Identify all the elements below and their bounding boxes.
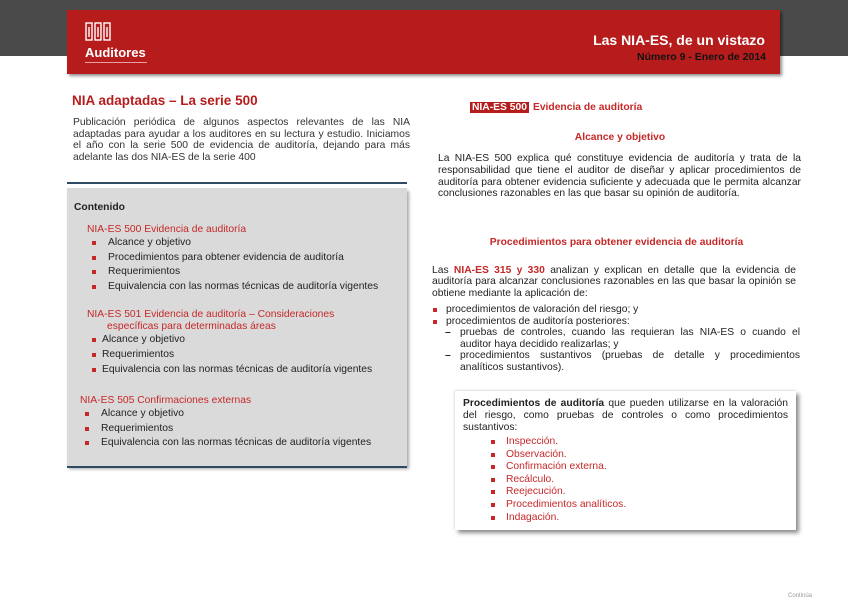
list-item: Indagación.: [490, 512, 626, 525]
contents-section-501: [87, 309, 372, 378]
list-item: Alcance y objetivo: [80, 407, 371, 422]
list-item: Reejecución.: [490, 486, 626, 499]
contents-panel: [67, 188, 407, 466]
continue-footer: Continúa: [788, 593, 813, 599]
list-item: procedimientos de auditoría posteriores:: [432, 316, 800, 328]
divider: [67, 466, 407, 468]
header-band: [67, 10, 780, 74]
sub-list-item: – procedimientos sustantivos (pruebas de detalle y procedimientos analíticos sustantivos).: [432, 350, 800, 373]
standard-tag: NIA-ES 500: [472, 102, 527, 113]
list-item: Inspección.: [490, 436, 626, 449]
list-item: Alcance y objetivo: [87, 333, 372, 348]
section-title[interactable]: NIA-ES 500 Evidencia de auditoría: [87, 224, 247, 235]
list-item: Recálculo.: [490, 474, 626, 487]
list-item: Requerimientos: [87, 265, 378, 280]
procedure-types-list: [490, 436, 626, 524]
scope-paragraph: La NIA-ES 500 explica qué constituye evidencia de auditoría y trata de la responsabilidad que tiene el auditor de diseñar y aplicar procedimientos de auditoría para obtener evidencia suficiente y adecuada que le permita alcanzar conclusiones razonables en las que basar su opinión de auditoría.: [438, 153, 801, 200]
list-item: Observación.: [490, 449, 626, 462]
section-title[interactable]: NIA-ES 505 Confirmaciones externas: [80, 395, 252, 406]
publication-title: Las NIA-ES, de un vistazo: [593, 32, 765, 48]
divider: [67, 182, 407, 184]
procedures-list: [432, 304, 800, 374]
box-intro: Procedimientos de auditoría que pueden utilizarse en la valoración del riesgo, como pruebas de controles o como procedimientos sustantivos:: [463, 398, 788, 433]
contents-section-500: [87, 224, 378, 295]
contents-section-505: [80, 395, 371, 451]
list-item: Equivalencia con las normas técnicas de auditoría vigentes: [80, 436, 371, 451]
list-item: procedimientos de valoración del riesgo; y: [432, 304, 800, 316]
list-item: Confirmación externa.: [490, 461, 626, 474]
right-heading: [470, 102, 642, 113]
list-item: Alcance y objetivo: [87, 236, 378, 251]
list-item: Requerimientos: [80, 422, 371, 437]
sub-list-item: – pruebas de controles, cuando las requieran las NIA-ES o cuando el auditor haya decidido realizarlas; y: [432, 327, 800, 350]
procedures-paragraph: Las NIA-ES 315 y 330 analizan y explican en detalle que la evidencia de auditoría para alcanzar conclusiones razonables en las que basar la opinión se obtiene mediante la aplicación de:: [432, 265, 796, 299]
left-title: NIA adaptadas – La serie 500: [72, 93, 258, 108]
issue-info: Número 9 - Enero de 2014: [637, 51, 766, 63]
heading-text: Evidencia de auditoría: [532, 102, 643, 113]
list-item: Requerimientos: [87, 348, 372, 363]
standards-highlight: NIA-ES 315 y 330: [453, 265, 545, 276]
icac-logo-icon: [85, 21, 117, 43]
subheading-scope: Alcance y objetivo: [574, 132, 666, 143]
procedures-box: [455, 391, 796, 530]
list-item: Equivalencia con las normas técnicas de auditoría vigentes: [87, 280, 378, 295]
list-item: Procedimientos para obtener evidencia de auditoría: [87, 251, 378, 266]
section-title[interactable]: NIA-ES 501 Evidencia de auditoría – Consideraciones: [87, 309, 335, 320]
logo-name: Auditores: [85, 45, 146, 60]
list-item: Equivalencia con las normas técnicas de auditoría vigentes: [87, 363, 372, 378]
logo-underline: [85, 62, 147, 63]
intro-paragraph: Publicación periódica de algunos aspectos relevantes de las NIA adaptadas para ayudar a los auditores en su lectura y estudio. Iniciamos el año con la serie 500 de evidencia de auditoría, dejando para más adelante las dos NIA-ES de la serie 400: [73, 117, 410, 163]
list-item: Procedimientos analíticos.: [490, 499, 626, 512]
contents-title: Contenido: [74, 202, 125, 213]
section-title-line2[interactable]: específicas para determinadas áreas: [107, 321, 276, 332]
subheading-procedures: Procedimientos para obtener evidencia de auditoría: [489, 237, 744, 248]
